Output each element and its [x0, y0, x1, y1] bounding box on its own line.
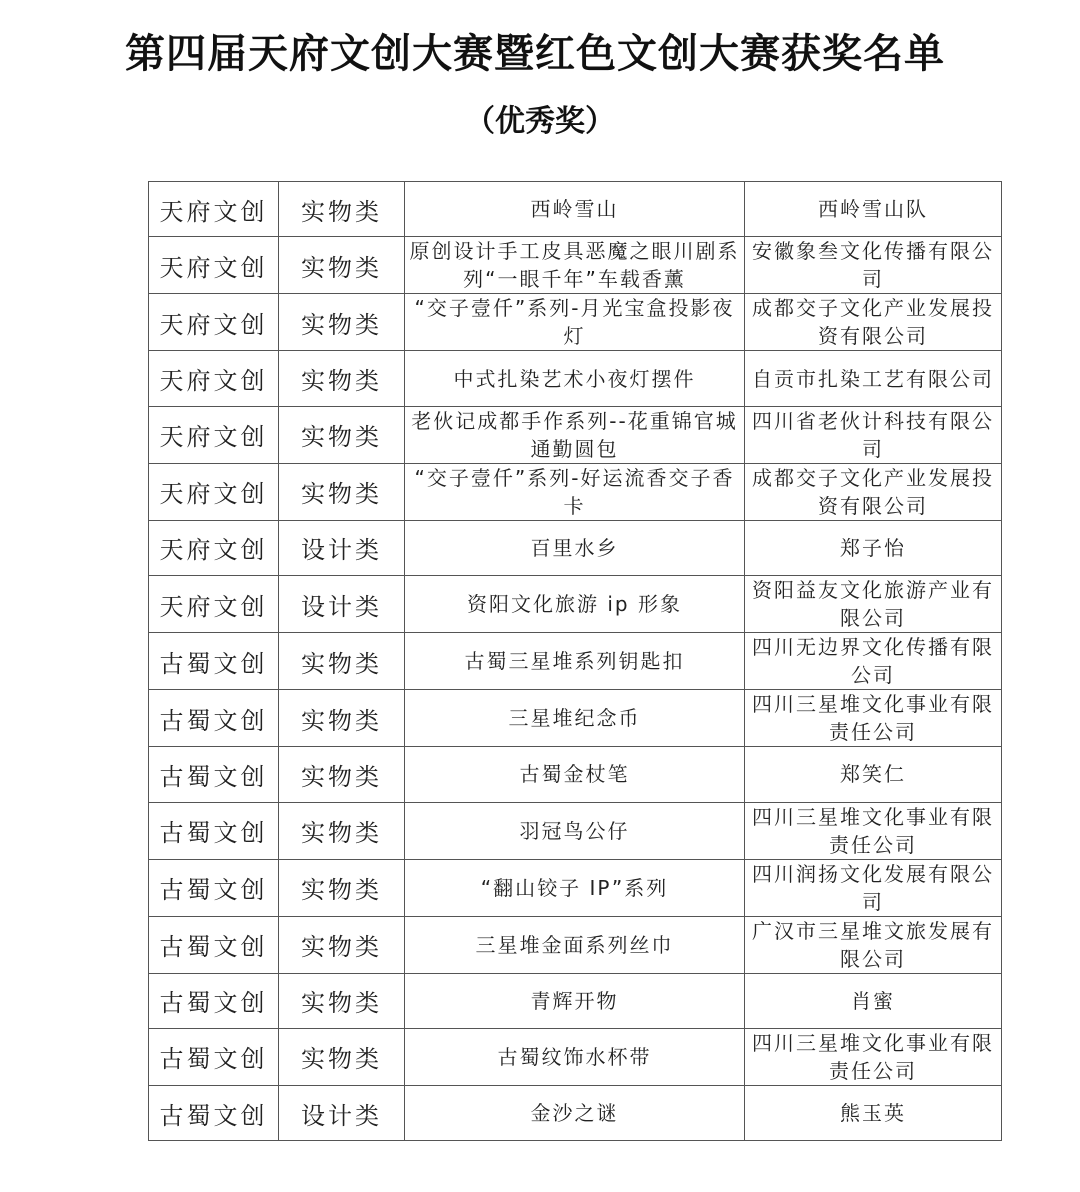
table-row — [149, 351, 1002, 406]
type-cell: 实物类 — [279, 747, 405, 802]
table-row — [149, 633, 1002, 690]
category-cell: 古蜀文创 — [149, 1085, 279, 1140]
type-cell: 实物类 — [279, 916, 405, 973]
type-cell: 实物类 — [279, 633, 405, 690]
table-row — [149, 802, 1002, 859]
table-row — [149, 747, 1002, 802]
category-cell: 天府文创 — [149, 406, 279, 463]
winner-cell: 西岭雪山队 — [745, 182, 1002, 237]
winner-cell: 四川三星堆文化事业有限责任公司 — [745, 690, 1002, 747]
table-row — [149, 1028, 1002, 1085]
category-cell: 古蜀文创 — [149, 747, 279, 802]
work-cell: 金沙之谜 — [405, 1085, 745, 1140]
category-cell: 古蜀文创 — [149, 859, 279, 916]
type-cell: 实物类 — [279, 690, 405, 747]
type-cell: 实物类 — [279, 463, 405, 520]
work-cell: 羽冠鸟公仔 — [405, 802, 745, 859]
work-cell: 青辉开物 — [405, 973, 745, 1028]
table-row — [149, 294, 1002, 351]
type-cell: 设计类 — [279, 576, 405, 633]
work-cell: 西岭雪山 — [405, 182, 745, 237]
winner-cell: 成都交子文化产业发展投资有限公司 — [745, 463, 1002, 520]
work-cell: 古蜀三星堆系列钥匙扣 — [405, 633, 745, 690]
table-row — [149, 916, 1002, 973]
category-cell: 天府文创 — [149, 463, 279, 520]
winner-cell: 四川省老伙计科技有限公司 — [745, 406, 1002, 463]
type-cell: 实物类 — [279, 1028, 405, 1085]
type-cell: 实物类 — [279, 351, 405, 406]
type-cell: 实物类 — [279, 859, 405, 916]
work-cell: 资阳文化旅游 ip 形象 — [405, 576, 745, 633]
table-row — [149, 463, 1002, 520]
type-cell: 设计类 — [279, 1085, 405, 1140]
type-cell: 实物类 — [279, 802, 405, 859]
category-cell: 古蜀文创 — [149, 690, 279, 747]
category-cell: 天府文创 — [149, 294, 279, 351]
table-row — [149, 690, 1002, 747]
winner-cell: 肖蜜 — [745, 973, 1002, 1028]
winner-cell: 成都交子文化产业发展投资有限公司 — [745, 294, 1002, 351]
table-row — [149, 520, 1002, 575]
document-title: 第四届天府文创大赛暨红色文创大赛获奖名单 — [125, 30, 945, 77]
work-cell: 三星堆金面系列丝巾 — [405, 916, 745, 973]
winner-cell: 四川润扬文化发展有限公司 — [745, 859, 1002, 916]
winner-cell: 郑子怡 — [745, 520, 1002, 575]
work-cell: 古蜀金杖笔 — [405, 747, 745, 802]
category-cell: 古蜀文创 — [149, 633, 279, 690]
table-row — [149, 237, 1002, 294]
winner-cell: 郑笑仁 — [745, 747, 1002, 802]
document-subtitle: （优秀奖） — [465, 104, 615, 139]
category-cell: 天府文创 — [149, 182, 279, 237]
category-cell: 古蜀文创 — [149, 802, 279, 859]
type-cell: 实物类 — [279, 973, 405, 1028]
work-cell: 中式扎染艺术小夜灯摆件 — [405, 351, 745, 406]
type-cell: 设计类 — [279, 520, 405, 575]
type-cell: 实物类 — [279, 237, 405, 294]
winner-cell: 自贡市扎染工艺有限公司 — [745, 351, 1002, 406]
table-row — [149, 182, 1002, 237]
table-row — [149, 859, 1002, 916]
category-cell: 古蜀文创 — [149, 916, 279, 973]
work-cell: 古蜀纹饰水杯带 — [405, 1028, 745, 1085]
table-row — [149, 406, 1002, 463]
table-row — [149, 973, 1002, 1028]
work-cell: 老伙记成都手作系列--花重锦官城通勤圆包 — [405, 406, 745, 463]
work-cell: 三星堆纪念币 — [405, 690, 745, 747]
work-cell: “交子壹仟”系列-月光宝盒投影夜灯 — [405, 294, 745, 351]
work-cell: “交子壹仟”系列-好运流香交子香卡 — [405, 463, 745, 520]
work-cell: “翻山铰子 IP”系列 — [405, 859, 745, 916]
category-cell: 天府文创 — [149, 520, 279, 575]
type-cell: 实物类 — [279, 406, 405, 463]
winner-cell: 广汉市三星堆文旅发展有限公司 — [745, 916, 1002, 973]
winner-cell: 资阳益友文化旅游产业有限公司 — [745, 576, 1002, 633]
table-row — [149, 576, 1002, 633]
category-cell: 天府文创 — [149, 351, 279, 406]
awards-table — [148, 181, 1002, 1141]
work-cell: 原创设计手工皮具恶魔之眼川剧系列“一眼千年”车载香薰 — [405, 237, 745, 294]
category-cell: 古蜀文创 — [149, 1028, 279, 1085]
winner-cell: 四川无边界文化传播有限公司 — [745, 633, 1002, 690]
winner-cell: 四川三星堆文化事业有限责任公司 — [745, 802, 1002, 859]
winner-cell: 安徽象叁文化传播有限公司 — [745, 237, 1002, 294]
category-cell: 天府文创 — [149, 237, 279, 294]
winner-cell: 熊玉英 — [745, 1085, 1002, 1140]
table-row — [149, 1085, 1002, 1140]
type-cell: 实物类 — [279, 182, 405, 237]
category-cell: 天府文创 — [149, 576, 279, 633]
type-cell: 实物类 — [279, 294, 405, 351]
winner-cell: 四川三星堆文化事业有限责任公司 — [745, 1028, 1002, 1085]
category-cell: 古蜀文创 — [149, 973, 279, 1028]
work-cell: 百里水乡 — [405, 520, 745, 575]
